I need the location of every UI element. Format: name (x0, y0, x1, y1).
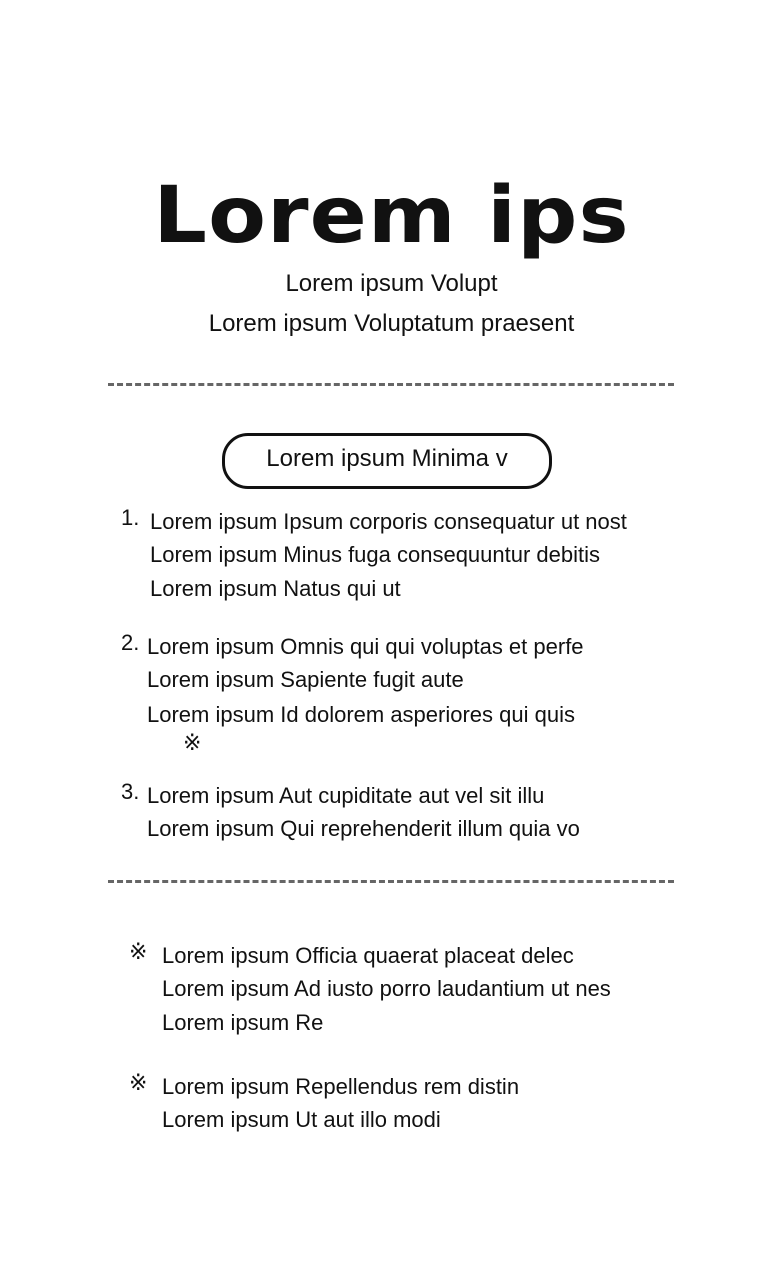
step-3-line-2: Lorem ipsum Qui reprehenderit illum quia vo (147, 816, 580, 841)
step-1-line-1: Lorem ipsum Ipsum corporis consequatur ut nost (150, 509, 627, 534)
step-1-line-3: Lorem ipsum Natus qui ut (150, 576, 401, 601)
note-1-line-3: Lorem ipsum Re (162, 1010, 324, 1035)
note-2-line-2: Lorem ipsum Ut aut illo modi (162, 1107, 441, 1132)
dashed-divider-top (108, 383, 674, 386)
note-1-reference-mark-icon: ※ (129, 940, 148, 965)
reference-mark-icon: ※ (183, 731, 202, 756)
section-label-pill: Lorem ipsum Minima v (222, 433, 552, 489)
page-title: Lorem ips (153, 171, 630, 261)
step-3-number: 3. (121, 779, 140, 804)
step-2-number: 2. (121, 630, 140, 655)
step-1-number: 1. (121, 505, 140, 530)
note-1-line-1: Lorem ipsum Officia quaerat placeat delec (162, 943, 574, 968)
step-2-line-1: Lorem ipsum Omnis qui qui voluptas et perfe (147, 634, 584, 659)
subtitle-line-1: Lorem ipsum Volupt (285, 270, 498, 297)
note-2-line-1: Lorem ipsum Repellendus rem distin (162, 1074, 520, 1099)
subtitle-line-2: Lorem ipsum Voluptatum praesent (208, 310, 575, 337)
note-1-line-2: Lorem ipsum Ad iusto porro laudantium ut nes (162, 976, 611, 1001)
step-2-line-3: Lorem ipsum Id dolorem asperiores qui quis (147, 702, 575, 727)
step-3-line-1: Lorem ipsum Aut cupiditate aut vel sit illu (147, 783, 545, 808)
step-1-line-2: Lorem ipsum Minus fuga consequuntur debitis (150, 542, 601, 567)
step-2-line-2: Lorem ipsum Sapiente fugit aute (147, 667, 464, 692)
dashed-divider-bottom (108, 880, 674, 883)
note-2-reference-mark-icon: ※ (129, 1071, 148, 1096)
